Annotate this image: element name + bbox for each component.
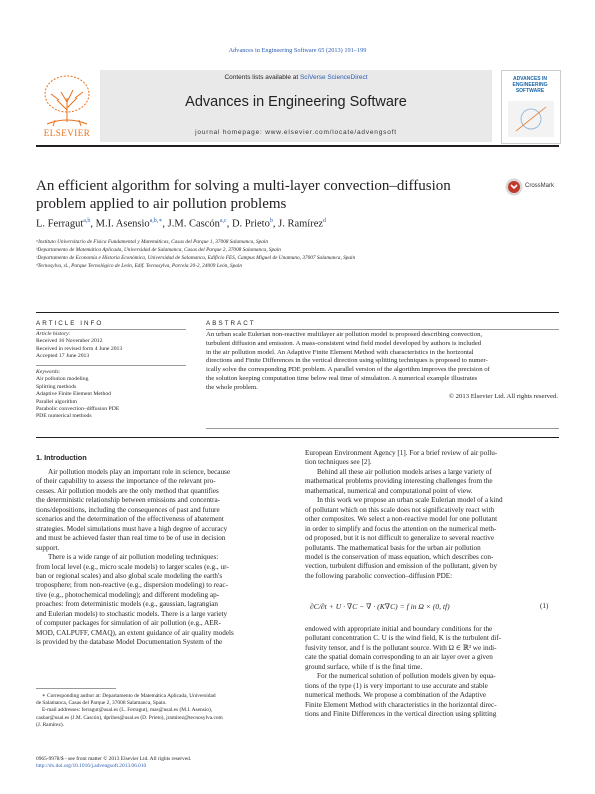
abstract-heading: ABSTRACT [206, 320, 256, 327]
body-line: od proposed, but it is not difficult to generalize to several reactive [305, 534, 495, 543]
author-name: J. Ramírez [278, 218, 324, 230]
abstract-line: turbulent diffusion and emission. A mass-consistent wind field model developed by authors is included [206, 339, 482, 347]
body-line: fusivity tensor, and f is the pollutant source. With Ω ∈ ℝ³ we indi- [305, 643, 497, 652]
body-line: model is the conservation of mass equation, which describes con- [305, 552, 494, 561]
history-item: Received 16 November 2012 [36, 338, 103, 345]
body-line: endowed with appropriate initial and boundary conditions for the [305, 625, 493, 633]
body-line: and Eulerian models) to stochastic models. There is a large variety [36, 609, 228, 618]
keyword: Splitting methods [36, 383, 77, 390]
author-affil-mark[interactable]: d [323, 218, 327, 224]
footnotes [36, 693, 290, 729]
body-line: and must be achieved faster than real time to be of use in decision [36, 534, 226, 543]
author-affil-mark[interactable]: a,b,∗ [149, 218, 163, 224]
info-rule [36, 365, 186, 366]
body-line: of computer packages for simulation of air pollution (e.g., AER- [36, 619, 221, 628]
keywords-block [36, 369, 166, 421]
body-line: is provided by the database Model Documentation System of the [36, 638, 223, 647]
history-item: Accepted 17 June 2013 [36, 353, 90, 360]
journal-reference[interactable]: Advances in Engineering Software 65 (2013) 191–199 [228, 47, 367, 54]
keyword: Parallel algorithm [36, 398, 77, 405]
body-line: vection, turbulent diffusion and emission of the pollutant, given by [305, 562, 498, 571]
footnote-line: (J. Ramírez). [36, 721, 64, 728]
keyword: Adaptive Finite Element Method [36, 391, 112, 398]
equation-number: (1) [540, 602, 549, 610]
body-line: In this work we propose an urban scale Eulerian model of a kind [317, 496, 503, 505]
body-line: numerical methods. We propose a combination of the Adaptive [305, 691, 487, 700]
contents-line [100, 74, 492, 81]
section-heading: 1. Introduction [36, 453, 87, 462]
body-line: tion techniques see [2]. [305, 458, 372, 467]
body-line: mathematical, numerical and computational point of view. [305, 486, 473, 495]
crossmark-badge[interactable] [505, 178, 565, 196]
abstract-line: the solution keeping computation time below real time of simulation. A numerical example illustrates [206, 374, 478, 382]
cover-title-line: ADVANCES IN [512, 76, 548, 82]
history-label: Article history: [36, 331, 71, 337]
body-line: scenarios and the determination of the effectiveness of abatement [36, 515, 224, 524]
abstract-line: directions and Finite Differences in the vertical direction using splitting techniques is proposed to numer- [206, 357, 488, 365]
body-line: Behind all these air pollution models arises a large variety of [317, 467, 492, 476]
header-rule [36, 145, 559, 147]
cover-title-line: ENGINEERING [512, 82, 548, 88]
abstract-line: the whole problem. [206, 383, 258, 391]
history-item: Received in revised form 4 June 2013 [36, 345, 123, 352]
affiliation: ᵇDepartamento de Matemática Aplicada, Universidad de Salamanca, Casas del Parque 2, 37008 Salamanca, Spain [36, 247, 281, 253]
crossmark-label: CrossMark [525, 183, 555, 189]
abstract-line: ically solve the corresponding PDE problem. A parallel version of the algorithm improves the precision of [206, 366, 490, 374]
affiliation: ᵈTecnosylva, sl., Parque Tecnológico de León, Edif. Tecnosylva, Parcela 20-2, 24009 León, Spain [36, 263, 243, 269]
body-line: For the numerical solution of pollution models given by equa- [317, 672, 496, 681]
article-info-heading: ARTICLE INFO [36, 320, 104, 327]
elsevier-wordmark: ELSEVIER [43, 128, 91, 138]
body-line: strategies. Model simulations must have a high degree of accuracy [36, 524, 228, 533]
left-column-text [36, 468, 290, 648]
author-affil-mark[interactable]: b [269, 218, 273, 224]
footnote-email-line[interactable]: casbar@usal.es (J.M. Cascón), dprihes@usal.es (D. Prieto), jramirez@tecnosylva.com [36, 714, 223, 721]
body-line: tive (e.g., photochemical modeling); and different modeling ap- [36, 590, 220, 599]
front-matter [36, 756, 296, 770]
author-name: L. Ferragut [36, 218, 84, 230]
info-top-rule [36, 312, 559, 313]
article-history [36, 331, 166, 361]
body-line: other composites. We select a non-reactive model for one pollutant [305, 515, 498, 524]
article-title [36, 177, 476, 213]
body-line: of their capability to assess the importance of the relevant pro- [36, 477, 216, 486]
keyword: PDE numerical methods [36, 413, 92, 420]
author-affil-mark[interactable]: a,b [83, 218, 91, 224]
affiliation: ᶜDepartamento de Economía e Historia Económica, Universidad de Salamanca, Edificio FES, Campus Miguel de Unamuno, 37007 Salamanca, Spain [36, 255, 356, 261]
info-rule [36, 329, 186, 330]
body-top-rule [36, 437, 559, 438]
title-line-1: An efficient algorithm for solving a multi-layer convection–diffusion [36, 178, 451, 194]
body-line: tions of the type (1) is very important to use accurate and stable [305, 681, 488, 690]
author-name: M.I. Asensio [95, 218, 150, 230]
footnote-line: ∗ Corresponding author at: Departamento de Matemática Aplicada, Universidad [42, 693, 216, 699]
body-line: pollutant concentration C. U is the wind field, K is the turbulent dif- [305, 634, 502, 643]
body-line: support. [36, 543, 60, 552]
body-line: of pollutant which on this scale does not significatively react with [305, 505, 495, 514]
footnote-line: de Salamanca, Casas del Parque 2, 37008 Salamanca, Spain. [36, 700, 167, 707]
contents-prefix: Contents lists available at [224, 74, 300, 81]
body-line: tions/depositions, including the consequences of past and future [36, 505, 220, 514]
abstract-line: An urban scale Eulerian non-reactive multilayer air pollution model is proposed describing convection, [206, 331, 483, 338]
equation: ∂C/∂t + U · ∇C − ∇ · (K∇C) = f in Ω × (0, tf) [310, 602, 450, 611]
body-line: the deterministic relationship between emissions and concentra- [36, 496, 221, 505]
body-line: There is a wide range of air pollution modeling techniques: [48, 553, 219, 562]
author-name: J.M. Cascón [167, 218, 220, 230]
body-line: mathematical problems providing interesting challenges from the [305, 477, 493, 486]
body-line: pollutants. The mathematical basis for the urban air pollution [305, 543, 481, 552]
body-line: tions and Finite Differences in the vertical direction using splitting [305, 710, 497, 719]
title-line-2: problem applied to air pollution problems [36, 196, 287, 212]
cover-title [504, 76, 556, 94]
journal-homepage[interactable]: journal homepage: www.elsevier.com/locate/advengsoft [195, 129, 397, 136]
author-affil-mark[interactable]: a,c [219, 218, 227, 224]
body-line: cate the spatial domain corresponding to an air layer over a given [305, 653, 493, 662]
sciencedirect-link[interactable]: SciVerse ScienceDirect [299, 74, 368, 81]
body-line: European Environment Agency [1]. For a brief review of air pollu- [305, 449, 498, 457]
body-line: cesses. Air pollution models are the only method that quantifies [36, 486, 219, 495]
affiliation: ᵃInstituto Universitario de Física Fundamental y Matemáticas, Casas del Parque 1, 37008 Salamanca, Spain [36, 239, 269, 245]
body-line: MOD, CALPUFF, CMAQ), an extent guidance of air quality models [36, 628, 234, 637]
doi-link[interactable]: http://dx.doi.org/10.1016/j.advengsoft.2013.06.010 [36, 763, 147, 770]
body-line: ban or regional scales) and also global scale modeling the earth's [36, 571, 223, 580]
abstract-line: in the air pollution model. An Adaptive Finite Element Method with characteristics in the horizontal [206, 348, 474, 356]
issn-line: 0965-9978/$ - see front matter © 2013 Elsevier Ltd. All rights reserved. [36, 756, 192, 762]
body-line: from local level (e.g., micro scale models) to larger scales (e.g., ur- [36, 562, 229, 571]
keyword: Parabolic convection–diffusion PDE [36, 406, 120, 413]
body-line: ground surface, while tf is the final time. [305, 662, 423, 671]
copyright: © 2013 Elsevier Ltd. All rights reserved. [448, 392, 558, 400]
abstract-bottom-rule [206, 428, 559, 429]
footnote-rule [36, 688, 116, 689]
abstract-text [206, 331, 558, 401]
body-line: in order to simplify and focus the attention on the numerical meth- [305, 524, 497, 533]
author-name: D. Prieto [231, 218, 270, 230]
cover-title-line: SOFTWARE [515, 88, 545, 94]
journal-title: Advances in Engineering Software [185, 94, 407, 110]
body-line: Finite Element Method with characteristics in the horizontal direc- [305, 700, 497, 709]
keywords-label: Keywords: [36, 369, 61, 375]
body-line: Air pollution models play an important role in science, because [48, 468, 231, 476]
abstract-rule [206, 329, 559, 330]
right-column-text [305, 449, 559, 581]
body-line: troposphere; from non-reactive (e.g., dispersion modeling) to reac- [36, 581, 228, 590]
body-line: proaches: from deterministic models (e.g., gaussian, lagrangian [36, 600, 219, 609]
footnote-email-line[interactable]: E-mail addresses: ferragut@usal.es (L. Ferragut), mas@usal.es (M.I. Asensio), [42, 707, 213, 714]
keyword: Air pollution modeling [36, 376, 89, 383]
body-line: the following parabolic convection–diffusion PDE: [305, 571, 453, 580]
author-list: L. Ferragut$^{a,b}$, M.I. Asensio$^{a,b,∗}$, J.M. Cascón$^{a,c}$, D. Prieto$^b$, J. Ramírez$^d$ [36, 218, 327, 230]
crossmark-icon [505, 178, 523, 196]
right-column-text-continued [305, 625, 559, 720]
